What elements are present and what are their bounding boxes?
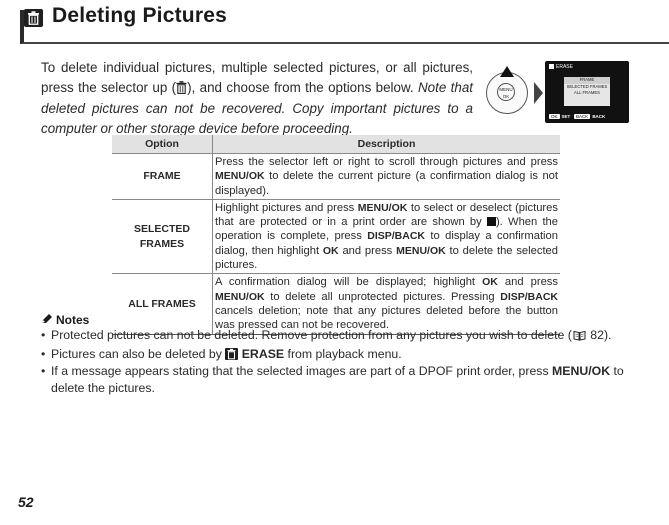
selector-up-arrow-icon: [500, 66, 514, 77]
option-name: SELECTED FRAMES: [112, 199, 213, 273]
list-item: • If a message appears stating that the selected images are part of a DPOF print order, press MENU/OK to delete the pictures.: [41, 363, 641, 397]
menu-ok-button-illustration: MENU OK: [497, 83, 515, 101]
screen-menu-item: FRAME: [564, 77, 610, 84]
screen-menu-item: SELECTED FRAMES: [566, 83, 608, 89]
back-key-icon: BACK: [576, 114, 589, 119]
pencil-icon: [41, 313, 53, 327]
table-row: [112, 154, 560, 200]
protect-icon: [487, 217, 496, 226]
page-title: Deleting Pictures: [52, 4, 227, 27]
option-description: A confirmation dialog will be displayed; highlight OK and press MENU/OK to delete all unprotected pictures. Pressing DISP/BACK cancels deletion; note that any pictures deleted before the button was pressed can not be recovered.: [213, 274, 561, 334]
camera-screen-illustration: [545, 61, 629, 123]
trash-icon: [225, 348, 238, 360]
screen-menu: [564, 77, 610, 106]
trash-icon: [549, 64, 554, 69]
book-icon: [573, 329, 586, 346]
list-item: • Protected pictures can not be deleted. Remove protection from any pictures you wish to delete ( 82).: [41, 327, 641, 346]
screen-menu-item: ALL FRAMES: [574, 90, 600, 95]
table-header-description: Description: [213, 135, 561, 154]
table-header-option: Option: [112, 135, 213, 154]
ok-key-icon: OK: [551, 114, 558, 119]
warning-note: Note that deleted pictures can not be recovered. Copy important pictures to a computer or other storage device before proceeding.: [41, 79, 473, 136]
list-item: • Pictures can also be deleted by ERASE from playback menu.: [41, 346, 641, 363]
option-description: Press the selector left or right to scroll through pictures and press MENU/OK to delete the current picture (a confirmation dialog is not displayed).: [213, 154, 561, 200]
selector-dial-illustration: [486, 72, 528, 114]
arrow-right-icon: [534, 82, 543, 104]
page-number: 52: [18, 494, 34, 510]
trash-icon: [176, 80, 187, 100]
screen-footer: OK SET BACK BACK: [551, 114, 606, 119]
option-name: ALL FRAMES: [112, 274, 213, 334]
table-row: [112, 274, 560, 334]
notes-list: [41, 327, 641, 397]
option-description: Highlight pictures and press MENU/OK to select or deselect (pictures that are protected or in a print order are shown by ). When the operation is complete, press DISP/BACK to display a confirmation dialog, then highlight OK and press MENU/OK to delete the selected pictures.: [213, 199, 561, 273]
intro-paragraph: To delete individual pictures, multiple selected pictures, or all pictures, press the selector up ( ), and choose from the options below. Note that deleted pictures can not be recovered. Copy important pictures to a computer or other storage device before proceeding.: [41, 60, 473, 136]
option-name: FRAME: [112, 154, 213, 200]
screen-header: ERASE: [549, 64, 573, 70]
table-row: [112, 199, 560, 273]
notes-heading: Notes: [41, 313, 89, 327]
trash-icon: [24, 9, 43, 27]
options-table: [112, 135, 560, 335]
